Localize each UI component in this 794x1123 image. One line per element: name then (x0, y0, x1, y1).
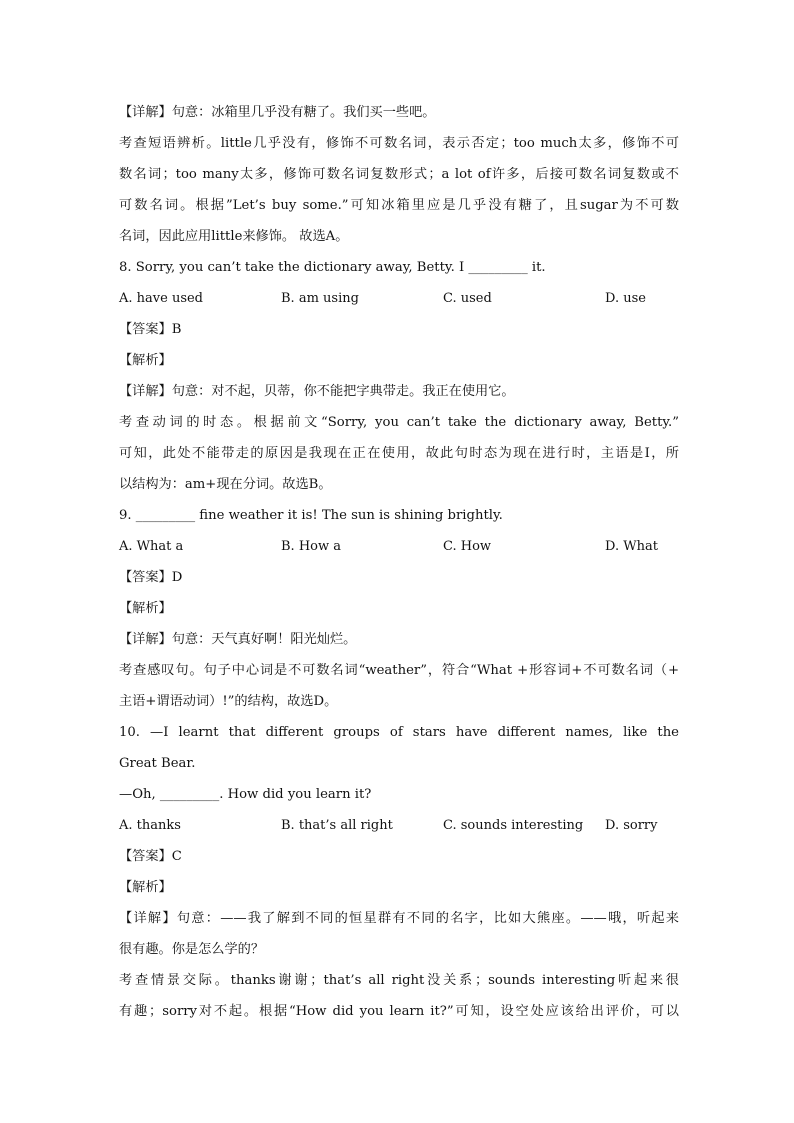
q9-option-b: B. How a (281, 539, 341, 554)
q10-option-a: A. thanks (119, 818, 181, 833)
q10-detail-1: 【详解】句意：——我了解到不同的恒星群有不同的名字，比如大熊座。——哦，听起来 (119, 911, 679, 926)
q8-option-a: A. have used (119, 291, 204, 306)
q9-detail: 【详解】句意：天气真好啊！阳光灿烂。 (119, 632, 357, 647)
q8-analysis-heading: 【解析】 (119, 353, 172, 368)
q7-explanation-3: 可数名词。根据”Let’s buy some.”可知冰箱里应是几乎没有糖了，且sugar为不可数 (119, 198, 679, 213)
q10-explanation-2: 有趣；sorry对不起。根据“How did you learn it?”可知，设空处应该给出评价，可以 (119, 1004, 679, 1019)
q7-explanation-2: 数名词；too many太多，修饰可数名词复数形式；a lot of许多，后接可数名词复数或不 (119, 167, 679, 182)
q8-explanation-1: 考查动词的时态。根据前文“Sorry, you can’t take the dictionary away, Betty.” (119, 415, 679, 430)
document-page (119, 97, 679, 1027)
q7-explanation-1: 考查短语辨析。little几乎没有，修饰不可数名词，表示否定；too much太多，修饰不可 (119, 136, 679, 151)
q10-option-d: D. sorry (605, 818, 658, 833)
q10-options (119, 810, 679, 841)
q7-detail: 【详解】句意：冰箱里几乎没有糖了。我们买一些吧。 (119, 105, 436, 120)
q9-explanation-2: 主语+谓语动词）!”的结构，故选D。 (119, 694, 338, 709)
q9-options (119, 531, 679, 562)
q10-analysis-heading: 【解析】 (119, 880, 172, 895)
q8-stem: 8. Sorry, you can’t take the dictionary away, Betty. I _________ it. (119, 260, 546, 275)
q8-option-d: D. use (605, 291, 646, 306)
q10-detail-2: 很有趣。你是怎么学的？ (119, 942, 265, 957)
q10-stem-3: —Oh, _________. How did you learn it? (119, 787, 372, 802)
q8-detail: 【详解】句意：对不起，贝蒂，你不能把字典带走。我正在使用它。 (119, 384, 515, 399)
q10-option-b: B. that’s all right (281, 818, 393, 833)
q10-explanation-1: 考查情景交际。thanks谢谢；that’s all right没关系；sounds interesting听起来很 (119, 973, 679, 988)
q10-stem-1: 10. —I learnt that different groups of stars have different names, like the (119, 725, 679, 740)
q7-explanation-4: 名词，因此应用little来修饰。 故选A。 (119, 229, 349, 244)
q8-option-c: C. used (443, 291, 492, 306)
q10-answer: 【答案】C (119, 849, 182, 864)
q9-stem: 9. _________ fine weather it is! The sun is shining brightly. (119, 508, 503, 523)
q9-option-a: A. What a (119, 539, 184, 554)
q10-option-c: C. sounds interesting (443, 818, 584, 833)
q9-option-d: D. What (605, 539, 658, 554)
q10-stem-2: Great Bear. (119, 756, 196, 771)
q9-option-c: C. How (443, 539, 492, 554)
q9-analysis-heading: 【解析】 (119, 601, 172, 616)
q8-explanation-3: 以结构为：am+现在分词。故选B。 (119, 477, 332, 492)
q8-explanation-2: 可知，此处不能带走的原因是我现在正在使用，故此句时态为现在进行时，主语是I，所 (119, 446, 679, 461)
q9-answer: 【答案】D (119, 570, 183, 585)
q8-answer: 【答案】B (119, 322, 182, 337)
q8-options (119, 283, 679, 314)
q9-explanation-1: 考查感叹句。句子中心词是不可数名词“weather”，符合“What +形容词+不可数名词（+ (119, 663, 679, 678)
q8-option-b: B. am using (281, 291, 359, 306)
